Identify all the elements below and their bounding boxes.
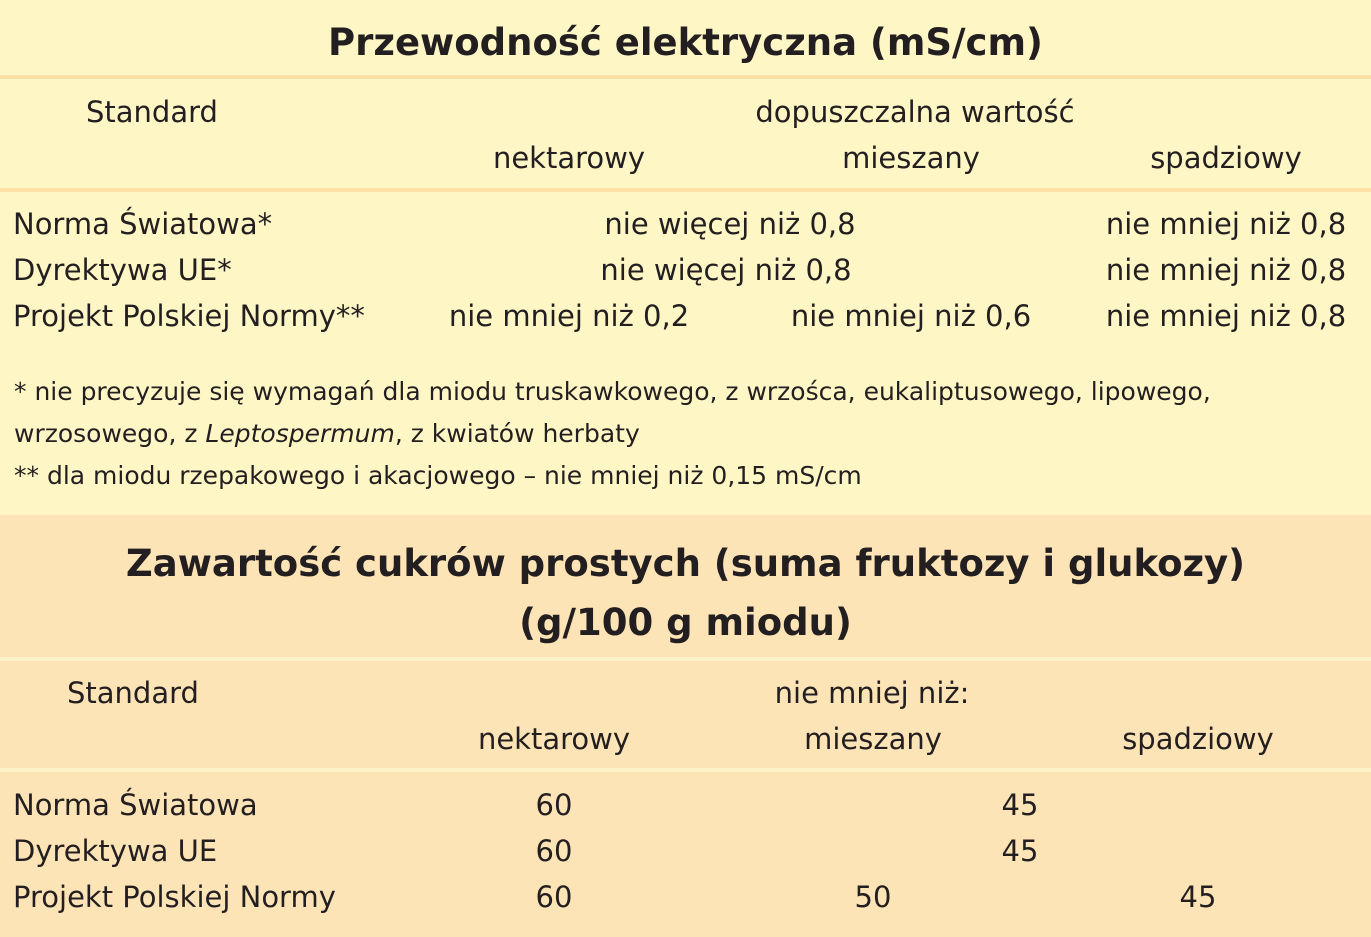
row-value-nectar: 60 (535, 788, 573, 822)
row-name: Projekt Polskiej Normy (13, 880, 336, 914)
row-value-honeydew: 45 (1179, 880, 1217, 914)
row-value-nectar-mixed: nie więcej niż 0,8 (600, 253, 852, 287)
header-group: nie mniej niż: (774, 676, 970, 710)
footnote-1: * nie precyzuje się wymagań dla miodu truskawkowego, z wrzośca, eukaliptusowego, lipowego, (14, 377, 1211, 406)
row-name: Norma Światowa* (13, 207, 273, 241)
header-col-nectar: nektarowy (477, 722, 631, 756)
header-standard: Standard (86, 95, 218, 129)
footnote-1-cont: wrzosowego, z Leptospermum, z kwiatów herbaty (14, 419, 640, 448)
row-value-nectar: 60 (535, 834, 573, 868)
row-value-mixed: 50 (854, 880, 892, 914)
header-group: dopuszczalna wartość (755, 95, 1075, 129)
row-value-honeydew: nie mniej niż 0,8 (1105, 253, 1347, 287)
divider (0, 188, 1371, 192)
row-name: Dyrektywa UE (13, 834, 218, 868)
row-value-honeydew: nie mniej niż 0,8 (1105, 299, 1347, 333)
divider (0, 75, 1371, 79)
row-value-nectar: 60 (535, 880, 573, 914)
header-col-nectar: nektarowy (492, 141, 646, 175)
header-standard: Standard (67, 676, 199, 710)
row-value-nectar: nie mniej niż 0,2 (448, 299, 690, 333)
row-value-mixed-honeydew: 45 (1001, 834, 1039, 868)
header-col-honeydew: spadziowy (1122, 722, 1274, 756)
header-col-mixed: mieszany (842, 141, 980, 175)
header-col-mixed: mieszany (804, 722, 942, 756)
divider (0, 768, 1371, 772)
row-value-mixed-honeydew: 45 (1001, 788, 1039, 822)
sugars-title-line1: Zawartość cukrów prostych (suma fruktozy i glukozy) (125, 542, 1246, 585)
row-value-honeydew: nie mniej niż 0,8 (1105, 207, 1347, 241)
row-name: Norma Światowa (13, 788, 258, 822)
conductivity-title: Przewodność elektryczna (mS/cm) (328, 21, 1043, 64)
divider (0, 657, 1371, 661)
footnote-2: ** dla miodu rzepakowego i akacjowego – nie mniej niż 0,15 mS/cm (14, 461, 862, 490)
row-name: Dyrektywa UE* (13, 253, 232, 287)
row-name: Projekt Polskiej Normy** (13, 299, 365, 333)
row-value-mixed: nie mniej niż 0,6 (790, 299, 1032, 333)
row-value-nectar-mixed: nie więcej niż 0,8 (604, 207, 856, 241)
sugars-panel (0, 515, 1371, 937)
sugars-title-line2: (g/100 g miodu) (519, 601, 852, 644)
header-col-honeydew: spadziowy (1150, 141, 1302, 175)
